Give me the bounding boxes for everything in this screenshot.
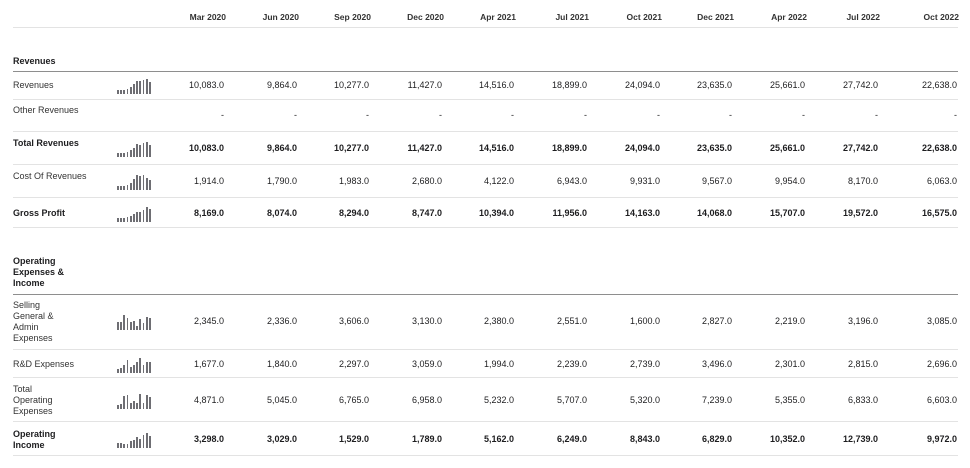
sparkline-bar (133, 440, 135, 449)
value-cell: - (954, 110, 957, 120)
column-header-1[interactable]: Jun 2020 (262, 12, 299, 22)
sparkline-bar (120, 186, 122, 190)
value-cell: 23,635.0 (696, 79, 732, 90)
sparkline-bar (117, 405, 119, 409)
sparkline-bar (146, 79, 148, 94)
value-cell: - (802, 110, 805, 120)
sparkline-icon (117, 432, 153, 448)
sparkline-bar (127, 152, 129, 157)
row-divider (13, 377, 958, 378)
sparkline-bar (120, 443, 122, 448)
sparkline-bar (123, 444, 125, 448)
sparkline-icon (117, 141, 153, 157)
sparkline-bar (136, 175, 138, 190)
sparkline-bar (136, 81, 138, 94)
sparkline-bar (139, 319, 141, 330)
value-cell: 8,169.0 (193, 207, 224, 218)
value-cell: 14,516.0 (478, 79, 514, 90)
row-label: Other Revenues (13, 105, 79, 115)
sparkline-icon (117, 393, 153, 409)
value-cell: 6,958.0 (411, 394, 442, 405)
sparkline-bar (130, 150, 132, 157)
row-divider (13, 164, 958, 165)
value-cell: - (294, 110, 297, 120)
row-divider (13, 131, 958, 132)
sparkline-bar (139, 212, 141, 222)
value-cell: 2,336.0 (266, 316, 297, 326)
sparkline-bar (117, 443, 119, 449)
sparkline-bar (139, 439, 141, 448)
value-cell: 1,840.0 (266, 358, 297, 369)
sparkline-bar (120, 90, 122, 94)
value-cell: 6,063.0 (926, 176, 957, 186)
row-label: R&D Expenses (13, 359, 75, 369)
sparkline-bar (136, 437, 138, 448)
value-cell: 1,600.0 (629, 316, 660, 326)
value-cell: 23,635.0 (696, 143, 732, 153)
sparkline-bar (136, 212, 138, 222)
value-cell: 2,301.0 (774, 358, 805, 369)
row-divider (13, 349, 958, 350)
value-cell: - (729, 110, 732, 120)
value-cell: 5,232.0 (483, 394, 514, 405)
value-cell: 3,085.0 (926, 316, 957, 326)
value-cell: 2,551.0 (556, 316, 587, 326)
sparkline-bar (117, 218, 119, 222)
row-label: Total Operating Expenses (13, 384, 53, 416)
sparkline-bar (133, 401, 135, 409)
sparkline-bar (143, 403, 145, 409)
value-cell: 2,345.0 (193, 316, 224, 326)
value-cell: - (875, 110, 878, 120)
sparkline-bar (143, 175, 145, 190)
sparkline-bar (130, 183, 132, 190)
sparkline-bar (143, 210, 145, 221)
sparkline-bar (127, 318, 129, 330)
sparkline-bar (139, 394, 141, 409)
value-cell: - (439, 110, 442, 120)
sparkline-bar (139, 176, 141, 191)
value-cell: 9,931.0 (629, 176, 660, 186)
value-cell: 3,298.0 (193, 434, 224, 444)
value-cell: 10,277.0 (333, 143, 369, 153)
sparkline-bar (130, 403, 132, 409)
header-divider (13, 27, 958, 28)
value-cell: 1,677.0 (193, 358, 224, 369)
sparkline-bar (127, 395, 129, 409)
value-cell: 24,094.0 (624, 143, 660, 153)
row-divider (13, 227, 958, 228)
value-cell: 8,747.0 (411, 207, 442, 218)
sparkline-bar (143, 143, 145, 157)
sparkline-bar (133, 148, 135, 157)
value-cell: 15,707.0 (769, 207, 805, 218)
value-cell: 3,606.0 (338, 316, 369, 326)
sparkline-bar (130, 87, 132, 94)
sparkline-bar (133, 84, 135, 93)
value-cell: - (657, 110, 660, 120)
sparkline-bar (127, 185, 129, 190)
value-cell: 1,914.0 (193, 176, 224, 186)
sparkline-bar (120, 218, 122, 222)
value-cell: 10,083.0 (188, 143, 224, 153)
value-cell: 6,249.0 (556, 434, 587, 444)
sparkline-icon (117, 78, 153, 94)
sparkline-bar (146, 317, 148, 330)
sparkline-bar (146, 433, 148, 448)
sparkline-bar (149, 145, 151, 157)
sparkline-bar (143, 435, 145, 448)
row-label: Selling General & Admin Expenses (13, 300, 54, 343)
sparkline-bar (123, 396, 125, 409)
section-title: Operating Expenses & Income (13, 256, 65, 288)
sparkline-bar (136, 362, 138, 372)
sparkline-bar (146, 142, 148, 157)
sparkline-bar (136, 403, 138, 409)
sparkline-bar (123, 365, 125, 373)
value-cell: 11,427.0 (407, 79, 442, 90)
sparkline-bar (117, 153, 119, 157)
value-cell: 25,661.0 (769, 79, 805, 90)
value-cell: 22,638.0 (921, 79, 957, 90)
value-cell: 10,083.0 (188, 79, 224, 90)
row-divider (13, 99, 958, 100)
sparkline-bar (130, 216, 132, 222)
sparkline-bar (127, 444, 129, 448)
value-cell: 3,059.0 (411, 358, 442, 369)
row-divider (13, 455, 958, 456)
value-cell: 6,765.0 (338, 394, 369, 405)
value-cell: 19,572.0 (842, 207, 878, 218)
sparkline-bar (146, 207, 148, 222)
sparkline-bar (123, 186, 125, 190)
value-cell: 5,045.0 (266, 394, 297, 405)
value-cell: 6,833.0 (847, 394, 878, 405)
row-label: Cost Of Revenues (13, 171, 87, 181)
value-cell: 5,320.0 (629, 394, 660, 405)
value-cell: 1,789.0 (411, 434, 442, 444)
value-cell: 3,029.0 (266, 434, 297, 444)
sparkline-icon (117, 314, 153, 330)
value-cell: 9,864.0 (266, 143, 297, 153)
value-cell: 2,680.0 (411, 176, 442, 186)
value-cell: 5,162.0 (483, 434, 514, 444)
sparkline-bar (146, 362, 148, 373)
sparkline-icon (117, 174, 153, 190)
row-divider (13, 421, 958, 422)
sparkline-bar (123, 218, 125, 222)
sparkline-bar (146, 395, 148, 408)
sparkline-bar (149, 397, 151, 409)
value-cell: 11,956.0 (552, 207, 587, 218)
value-cell: 14,163.0 (624, 207, 660, 218)
sparkline-bar (133, 365, 135, 372)
section-title: Revenues (13, 56, 56, 66)
value-cell: - (511, 110, 514, 120)
sparkline-bar (143, 323, 145, 330)
value-cell: 8,843.0 (629, 434, 660, 444)
value-cell: 8,170.0 (847, 176, 878, 186)
sparkline-bar (146, 178, 148, 191)
section-divider (13, 71, 958, 72)
value-cell: 2,739.0 (629, 358, 660, 369)
sparkline-bar (127, 217, 129, 221)
value-cell: 27,742.0 (842, 79, 878, 90)
value-cell: 11,427.0 (407, 143, 442, 153)
value-cell: 4,871.0 (193, 394, 224, 405)
value-cell: 3,130.0 (411, 316, 442, 326)
value-cell: 1,994.0 (483, 358, 514, 369)
column-header-2[interactable]: Sep 2020 (334, 12, 371, 22)
value-cell: 3,196.0 (847, 316, 878, 326)
value-cell: 6,603.0 (926, 394, 957, 405)
value-cell: 22,638.0 (921, 143, 957, 153)
sparkline-bar (130, 367, 132, 373)
sparkline-bar (123, 315, 125, 330)
sparkline-bar (117, 186, 119, 190)
sparkline-bar (149, 209, 151, 221)
sparkline-bar (120, 322, 122, 330)
column-header-8[interactable]: Apr 2022 (771, 12, 807, 22)
value-cell: 2,219.0 (774, 316, 805, 326)
column-header-9[interactable]: Jul 2022 (846, 12, 880, 22)
value-cell: 2,239.0 (556, 358, 587, 369)
value-cell: 4,122.0 (483, 176, 514, 186)
sparkline-bar (120, 404, 122, 409)
sparkline-icon (117, 206, 153, 222)
value-cell: 27,742.0 (842, 143, 878, 153)
value-cell: 2,815.0 (847, 358, 878, 369)
value-cell: 14,516.0 (478, 143, 514, 153)
sparkline-bar (133, 321, 135, 330)
sparkline-icon (117, 357, 153, 373)
value-cell: 9,864.0 (266, 79, 297, 90)
value-cell: 5,707.0 (556, 394, 587, 405)
row-label: Revenues (13, 80, 54, 90)
sparkline-bar (136, 144, 138, 157)
value-cell: 3,496.0 (701, 358, 732, 369)
value-cell: 2,297.0 (338, 358, 369, 369)
value-cell: 25,661.0 (769, 143, 805, 153)
sparkline-bar (120, 153, 122, 157)
sparkline-bar (139, 81, 141, 93)
value-cell: 6,829.0 (701, 434, 732, 444)
sparkline-bar (120, 368, 122, 373)
sparkline-bar (149, 180, 151, 190)
sparkline-bar (133, 179, 135, 190)
sparkline-bar (123, 90, 125, 94)
value-cell: 18,899.0 (551, 143, 587, 153)
sparkline-bar (127, 360, 129, 372)
sparkline-bar (117, 90, 119, 94)
section-divider (13, 294, 958, 295)
sparkline-bar (123, 153, 125, 157)
value-cell: 2,380.0 (483, 316, 514, 326)
value-cell: 24,094.0 (624, 79, 660, 90)
sparkline-bar (117, 322, 119, 330)
sparkline-bar (149, 82, 151, 94)
column-header-6[interactable]: Oct 2021 (626, 12, 662, 22)
value-cell: 6,943.0 (556, 176, 587, 186)
column-header-5[interactable]: Jul 2021 (555, 12, 589, 22)
value-cell: - (221, 110, 224, 120)
sparkline-bar (130, 441, 132, 448)
sparkline-bar (139, 358, 141, 373)
value-cell: 9,954.0 (774, 176, 805, 186)
value-cell: 7,239.0 (701, 394, 732, 405)
column-header-7[interactable]: Dec 2021 (697, 12, 734, 22)
value-cell: 1,790.0 (266, 176, 297, 186)
column-header-4[interactable]: Apr 2021 (480, 12, 516, 22)
row-label: Total Revenues (13, 138, 79, 148)
column-header-0[interactable]: Mar 2020 (189, 12, 226, 22)
value-cell: 10,394.0 (478, 207, 514, 218)
column-header-3[interactable]: Dec 2020 (407, 12, 444, 22)
row-label: Gross Profit (13, 208, 66, 218)
sparkline-bar (133, 214, 135, 222)
value-cell: 12,739.0 (842, 434, 878, 444)
value-cell: 8,294.0 (338, 207, 369, 218)
sparkline-bar (130, 322, 132, 330)
value-cell: 10,277.0 (333, 79, 369, 90)
value-cell: - (366, 110, 369, 120)
value-cell: 2,827.0 (701, 316, 732, 326)
value-cell: 18,899.0 (551, 79, 587, 90)
value-cell: 1,529.0 (338, 434, 369, 444)
column-header-10[interactable]: Oct 2022 (923, 12, 959, 22)
value-cell: 16,575.0 (921, 207, 957, 218)
sparkline-bar (149, 436, 151, 448)
value-cell: 14,068.0 (696, 207, 732, 218)
value-cell: 8,074.0 (266, 207, 297, 218)
sparkline-bar (117, 369, 119, 373)
row-divider (13, 197, 958, 198)
sparkline-bar (149, 362, 151, 372)
sparkline-bar (149, 318, 151, 330)
sparkline-bar (143, 365, 145, 373)
row-label: Operating Income (13, 429, 56, 450)
sparkline-bar (143, 80, 145, 94)
sparkline-bar (139, 145, 141, 157)
value-cell: 2,696.0 (926, 358, 957, 369)
sparkline-bar (127, 89, 129, 94)
value-cell: 9,567.0 (701, 176, 732, 186)
value-cell: 10,352.0 (769, 434, 805, 444)
value-cell: 9,972.0 (926, 434, 957, 444)
value-cell: 1,983.0 (338, 176, 369, 186)
sparkline-bar (136, 326, 138, 330)
value-cell: - (584, 110, 587, 120)
value-cell: 5,355.0 (774, 394, 805, 405)
